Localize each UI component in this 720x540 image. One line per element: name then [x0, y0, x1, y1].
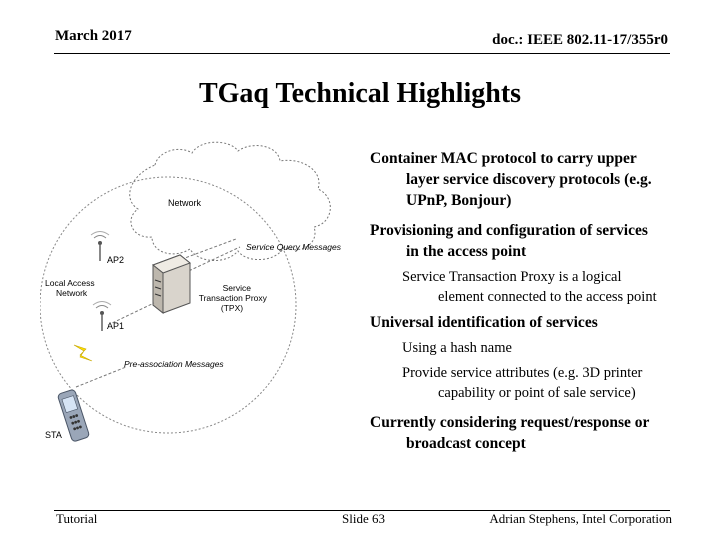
ap2-label: AP2	[107, 255, 125, 265]
sta-label: STA	[45, 430, 62, 440]
bullet-provisioning: Provisioning and configuration of services in the access point	[370, 222, 648, 260]
footer-author: Adrian Stephens, Intel Corporation	[489, 511, 672, 526]
wireless-bolt-icon	[74, 345, 92, 361]
server-icon	[153, 255, 190, 313]
tpx-label: Service Transaction Proxy (TPX)	[198, 283, 267, 313]
local-access-label: Local Access Network	[45, 278, 95, 298]
header-doc-id: doc.: IEEE 802.11-17/355r0	[492, 32, 668, 48]
bullet-list	[370, 148, 705, 454]
bullet-universal-id: Universal identification of services	[370, 314, 598, 331]
network-label: Network	[168, 198, 202, 208]
footer-left: Tutorial	[56, 511, 98, 526]
phone-icon	[57, 389, 90, 442]
pre-association-line	[76, 367, 126, 387]
bullet-container-mac: Container MAC protocol to carry upper layer service discovery protocols (e.g. UPnP, Bonjour)	[370, 150, 652, 209]
header-date: March 2017	[55, 28, 132, 44]
ap1-label: AP1	[107, 321, 125, 331]
slide-title: TGaq Technical Highlights	[198, 78, 522, 109]
subbullet-service-attributes: Provide service attributes (e.g. 3D printer capability or point of sale service)	[402, 365, 643, 401]
service-query-label: Service Query Messages	[246, 242, 341, 252]
bullet-request-response: Currently considering request/response or broadcast concept	[370, 414, 650, 452]
subbullet-hash-name: Using a hash name	[402, 340, 512, 356]
header-divider	[54, 53, 670, 54]
footer-slide-number: Slide 63	[342, 511, 385, 526]
ap1-server-link	[108, 303, 154, 325]
subbullet-tpx: Service Transaction Proxy is a logical element connected to the access point	[402, 269, 657, 305]
network-diagram	[40, 135, 370, 465]
pre-association-label: Pre-association Messages	[124, 359, 224, 369]
